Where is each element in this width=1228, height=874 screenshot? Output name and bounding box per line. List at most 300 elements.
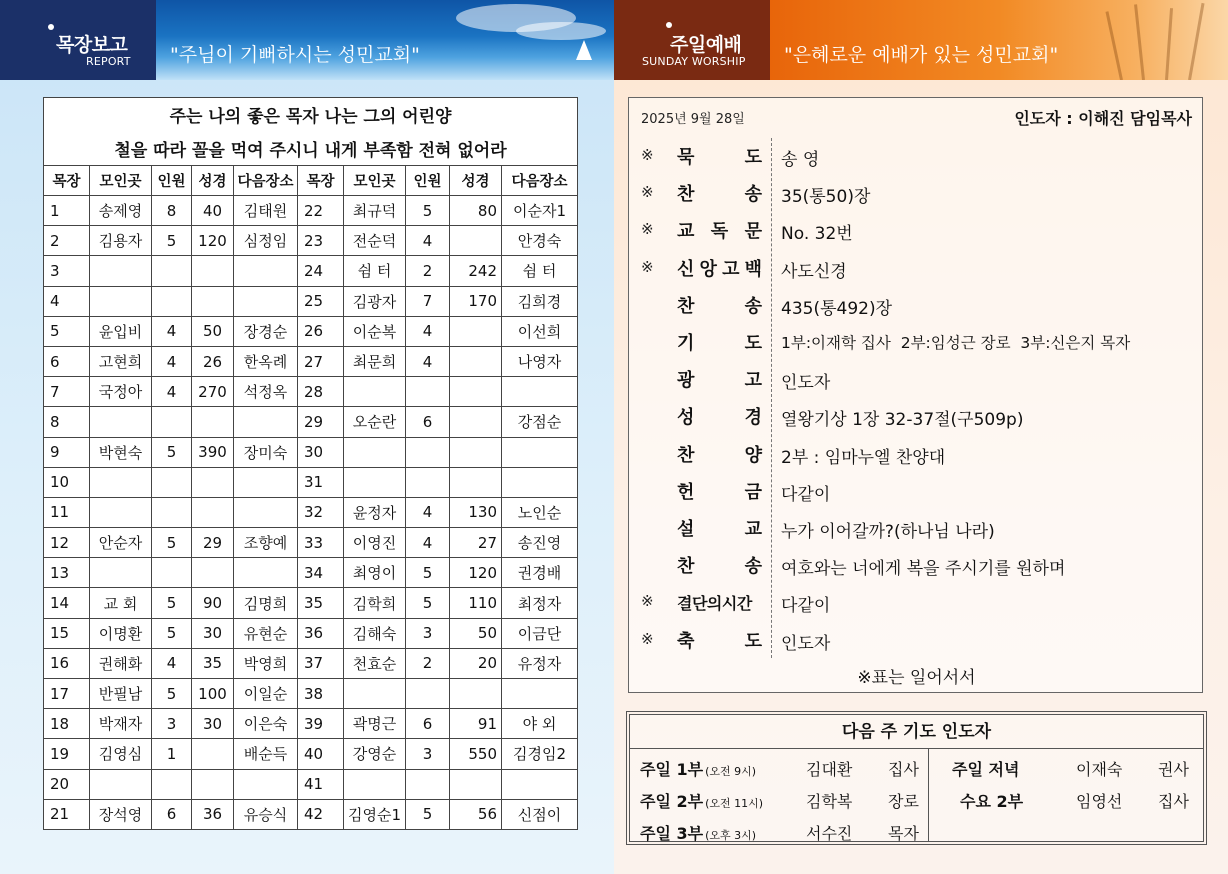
table-cell: 29: [192, 528, 234, 558]
wheat-icon: [1134, 4, 1145, 80]
table-cell: 이금단: [502, 618, 578, 648]
table-cell: [344, 769, 406, 799]
wheat-icon: [1105, 11, 1122, 80]
table-cell: 19: [44, 739, 90, 769]
prayer-leader-role: 집사: [888, 760, 919, 779]
col-header: 모인곳: [90, 166, 152, 196]
table-cell: [406, 679, 450, 709]
table-cell: 전순덕: [344, 226, 406, 256]
order-item-label: [677, 217, 762, 243]
table-cell: [344, 437, 406, 467]
table-cell: [406, 769, 450, 799]
col-header: 인원: [152, 166, 192, 196]
table-cell: 배순득: [234, 739, 298, 769]
table-cell: 4: [152, 648, 192, 678]
order-item: [629, 436, 1204, 473]
prayer-divider: [928, 749, 929, 841]
order-label-char: 광: [677, 370, 695, 392]
table-cell: 야 외: [502, 709, 578, 739]
table-cell: [406, 377, 450, 407]
table-cell: 송진영: [502, 528, 578, 558]
order-item-value: 다같이: [781, 484, 831, 505]
order-label-char: 기: [677, 333, 695, 354]
table-cell: 4: [406, 316, 450, 346]
order-label-char: 찬: [677, 295, 695, 317]
col-header: 목장: [298, 166, 344, 196]
order-label-char: 도: [744, 147, 762, 168]
table-cell: 100: [192, 679, 234, 709]
table-cell: [90, 558, 152, 588]
table-cell: [192, 558, 234, 588]
service-name: 주일 저녁: [952, 760, 1020, 779]
standing-mark: ※: [641, 220, 654, 239]
table-cell: 6: [152, 799, 192, 829]
table-cell: 김명희: [234, 588, 298, 618]
worship-leader: 인도자 : 이해진 담임목사: [1014, 109, 1192, 128]
table-cell: 18: [44, 709, 90, 739]
prayer-name-cell: [1076, 757, 1122, 780]
table-cell: [450, 346, 502, 376]
table-cell: 38: [298, 679, 344, 709]
table-cell: 강영순: [344, 739, 406, 769]
col-header: 다음장소: [234, 166, 298, 196]
prayer-name-cell: [806, 789, 852, 812]
order-item: [629, 473, 1204, 510]
worship-date: 2025년 9월 28일: [641, 112, 745, 127]
table-cell: 11: [44, 497, 90, 527]
table-cell: 5: [152, 437, 192, 467]
table-cell: 박영희: [234, 648, 298, 678]
order-item: [629, 175, 1204, 212]
table-cell: 24: [298, 256, 344, 286]
table-row: [44, 437, 578, 467]
table-row: [44, 497, 578, 527]
table-cell: [450, 679, 502, 709]
table-cell: 쉼 터: [344, 256, 406, 286]
table-cell: 4: [44, 286, 90, 316]
table-cell: 50: [192, 316, 234, 346]
table-cell: 김영순1: [344, 799, 406, 829]
table-cell: [502, 437, 578, 467]
table-cell: 이순복: [344, 316, 406, 346]
table-cell: 김학희: [344, 588, 406, 618]
table-cell: 9: [44, 437, 90, 467]
table-cell: [450, 769, 502, 799]
table-cell: 550: [450, 739, 502, 769]
order-item-value: 인도자: [781, 373, 831, 394]
order-label-char: 신: [677, 258, 695, 280]
table-cell: 40: [298, 739, 344, 769]
wheat-icon: [1188, 3, 1204, 80]
report-badge-title: 목장보고: [56, 34, 128, 56]
table-cell: [192, 739, 234, 769]
table-cell: 26: [192, 346, 234, 376]
prayer-service: [640, 821, 756, 844]
table-cell: 6: [406, 709, 450, 739]
table-row: [44, 407, 578, 437]
table-cell: 김해숙: [344, 618, 406, 648]
table-cell: 36: [298, 618, 344, 648]
table-cell: [90, 497, 152, 527]
table-cell: 50: [450, 618, 502, 648]
table-cell: 6: [44, 346, 90, 376]
service-name: 주일 1부: [640, 760, 704, 779]
table-cell: [152, 497, 192, 527]
table-cell: 7: [44, 377, 90, 407]
order-item-value: 사도신경: [781, 261, 847, 282]
table-row: [44, 799, 578, 829]
table-cell: 1: [44, 196, 90, 226]
table-cell: [234, 769, 298, 799]
order-label-char: 독: [710, 221, 729, 243]
table-cell: 8: [152, 196, 192, 226]
table-cell: [502, 467, 578, 497]
table-cell: 5: [406, 558, 450, 588]
prayer-service: [952, 757, 1019, 780]
table-cell: 안경숙: [502, 226, 578, 256]
table-cell: 이은숙: [234, 709, 298, 739]
order-item-value: 열왕기상 1장 32-37절(구509p): [781, 410, 1024, 431]
report-badge-subtitle: REPORT: [86, 55, 131, 68]
table-cell: [450, 407, 502, 437]
table-cell: 오순란: [344, 407, 406, 437]
table-row: [44, 256, 578, 286]
table-cell: 장경순: [234, 316, 298, 346]
table-cell: [192, 256, 234, 286]
table-cell: 2: [406, 648, 450, 678]
table-cell: 10: [44, 467, 90, 497]
prayer-leader-name: 김학복: [806, 792, 853, 811]
order-item: [629, 510, 1204, 547]
table-cell: 석정옥: [234, 377, 298, 407]
order-item-value: 여호와는 너에게 복을 주시기를 원하며: [781, 559, 1066, 580]
table-row: [44, 377, 578, 407]
table-cell: 120: [192, 226, 234, 256]
table-cell: 4: [406, 346, 450, 376]
right-slogan: "은혜로운 예배가 있는 성민교회": [784, 44, 1059, 66]
order-item-value: 435(통492)장: [781, 298, 893, 319]
sailboat-icon: [576, 40, 592, 60]
prayer-service: [640, 757, 756, 780]
table-cell: 27: [450, 528, 502, 558]
order-item-value: 송 영: [781, 150, 820, 170]
table-cell: 30: [298, 437, 344, 467]
table-cell: 최규덕: [344, 196, 406, 226]
table-cell: 윤입비: [90, 316, 152, 346]
table-cell: 3: [406, 739, 450, 769]
table-cell: 이순자1: [502, 196, 578, 226]
prayer-leader-role: 장로: [888, 792, 919, 811]
table-row: [44, 618, 578, 648]
table-cell: 15: [44, 618, 90, 648]
worship-badge: [614, 0, 770, 80]
table-cell: 5: [152, 588, 192, 618]
table-row: [44, 316, 578, 346]
table-cell: 30: [192, 709, 234, 739]
table-cell: 5: [152, 528, 192, 558]
table-cell: 이일순: [234, 679, 298, 709]
standing-mark: ※: [641, 592, 654, 611]
order-label-char: 도: [744, 630, 762, 652]
order-item: [629, 622, 1204, 659]
table-cell: 유승식: [234, 799, 298, 829]
standing-mark: ※: [641, 183, 654, 202]
order-label-char: 백: [744, 258, 762, 280]
order-label-char: 성: [677, 407, 695, 429]
table-cell: [90, 467, 152, 497]
table-cell: 고현희: [90, 346, 152, 376]
order-label-char: 고: [722, 258, 740, 280]
order-item: [629, 398, 1204, 435]
order-item-label: [677, 292, 762, 318]
verse-line-2: 철을 따라 꼴을 먹여 주시니 내게 부족함 전혀 없어라: [44, 132, 578, 166]
col-header: 모인곳: [344, 166, 406, 196]
table-cell: 33: [298, 528, 344, 558]
order-item-label: [677, 366, 762, 392]
left-header-band: [156, 0, 614, 80]
left-slogan: "주님이 기뻐하시는 성민교회": [170, 44, 420, 66]
table-cell: 16: [44, 648, 90, 678]
table-cell: 4: [152, 346, 192, 376]
table-cell: 90: [192, 588, 234, 618]
table-header-row: [44, 166, 578, 196]
table-row: [44, 226, 578, 256]
table-cell: 2: [406, 256, 450, 286]
order-label-char: 교: [677, 221, 695, 243]
prayer-name-cell: [1076, 789, 1122, 812]
order-label-char: 묵: [677, 147, 695, 168]
table-cell: [234, 497, 298, 527]
table-cell: [502, 679, 578, 709]
table-cell: 14: [44, 588, 90, 618]
order-label-char: 경: [744, 407, 762, 429]
table-cell: [234, 558, 298, 588]
table-cell: 36: [192, 799, 234, 829]
service-name: 주일 3부: [640, 824, 704, 843]
table-cell: 3: [44, 256, 90, 286]
prayer-role-cell: [1158, 757, 1189, 780]
order-item: [629, 584, 1204, 621]
worship-badge-subtitle: SUNDAY WORSHIP: [642, 55, 746, 68]
table-cell: 박현숙: [90, 437, 152, 467]
table-cell: 4: [152, 377, 192, 407]
standing-note: ※표는 일어서서: [857, 668, 976, 688]
table-cell: 김경임2: [502, 739, 578, 769]
table-row: [44, 709, 578, 739]
table-cell: 박재자: [90, 709, 152, 739]
table-cell: 5: [406, 196, 450, 226]
table-cell: 34: [298, 558, 344, 588]
order-label-char: 송: [744, 184, 762, 206]
table-cell: 이명환: [90, 618, 152, 648]
table-cell: 5: [44, 316, 90, 346]
order-label-char: 찬: [677, 184, 695, 206]
order-item-label: [677, 515, 762, 541]
order-label-char: 고: [744, 370, 762, 392]
order-item-value: 인도자: [781, 633, 831, 654]
table-cell: [152, 558, 192, 588]
table-cell: 나영자: [502, 346, 578, 376]
table-cell: 21: [44, 799, 90, 829]
prayer-role-cell: [888, 821, 919, 844]
cell-group-report-table: [43, 97, 578, 830]
table-cell: 5: [152, 679, 192, 709]
order-label-char: 송: [744, 556, 762, 578]
order-item: [629, 212, 1204, 249]
order-label-char: 찬: [677, 556, 695, 578]
table-cell: [192, 286, 234, 316]
table-cell: 김용자: [90, 226, 152, 256]
table-cell: [344, 467, 406, 497]
table-cell: 이영진: [344, 528, 406, 558]
table-cell: 신점이: [502, 799, 578, 829]
table-cell: [406, 467, 450, 497]
order-label-char: 앙: [699, 258, 717, 280]
worship-badge-title: 주일예배: [670, 34, 742, 56]
table-cell: 29: [298, 407, 344, 437]
order-item-value: 35(통50)장: [781, 187, 871, 208]
table-cell: [502, 377, 578, 407]
order-item-label: [677, 627, 762, 653]
cloud-icon: [516, 22, 606, 40]
verse-line-1: 주는 나의 좋은 목자 나는 그의 어린양: [44, 98, 578, 132]
prayer-service: [960, 789, 1023, 812]
table-cell: [152, 286, 192, 316]
standing-mark: ※: [641, 629, 654, 648]
table-cell: 5: [406, 588, 450, 618]
table-cell: 130: [450, 497, 502, 527]
report-badge: [0, 0, 156, 80]
table-row: [44, 467, 578, 497]
table-cell: 80: [450, 196, 502, 226]
table-cell: 최영이: [344, 558, 406, 588]
table-cell: 31: [298, 467, 344, 497]
table-cell: 쉼 터: [502, 256, 578, 286]
prayer-role-cell: [1158, 789, 1189, 812]
table-cell: 유정자: [502, 648, 578, 678]
table-cell: 안순자: [90, 528, 152, 558]
table-cell: 40: [192, 196, 234, 226]
table-row: [44, 769, 578, 799]
order-item-label: [677, 552, 762, 578]
badge-dot-icon: [48, 24, 54, 30]
order-item: [629, 250, 1204, 287]
col-header: 인원: [406, 166, 450, 196]
table-cell: 노인순: [502, 497, 578, 527]
service-time: (오전 9시): [705, 765, 757, 778]
table-cell: [192, 407, 234, 437]
table-cell: 천효순: [344, 648, 406, 678]
order-item-value: 1부:이재학 집사 2부:임성근 장로 3부:신은지 목자: [781, 334, 1131, 352]
table-cell: 26: [298, 316, 344, 346]
table-cell: [90, 256, 152, 286]
right-header-band: [770, 0, 1228, 80]
table-cell: 13: [44, 558, 90, 588]
col-header: 목장: [44, 166, 90, 196]
prayer-leader-name: 서수진: [806, 824, 853, 843]
table-cell: [152, 407, 192, 437]
table-cell: 송제영: [90, 196, 152, 226]
table-cell: 35: [192, 648, 234, 678]
table-cell: 조향예: [234, 528, 298, 558]
service-time: (오후 3시): [705, 829, 757, 842]
order-label-char: 교: [744, 519, 762, 540]
table-cell: 32: [298, 497, 344, 527]
order-item: [629, 287, 1204, 324]
table-row: [44, 196, 578, 226]
prayer-box-title: 다음 주 기도 인도자: [630, 715, 1203, 749]
table-cell: 김희경: [502, 286, 578, 316]
col-header: 다음장소: [502, 166, 578, 196]
order-label-char: 축: [677, 630, 695, 652]
table-cell: 42: [298, 799, 344, 829]
table-cell: 120: [450, 558, 502, 588]
table-cell: 390: [192, 437, 234, 467]
prayer-leader-role: 목자: [888, 824, 919, 843]
order-item: [629, 324, 1204, 361]
table-cell: 3: [152, 709, 192, 739]
table-cell: 170: [450, 286, 502, 316]
order-label-char: 금: [744, 481, 762, 503]
order-item-label: [677, 478, 762, 504]
order-label-char: 헌: [677, 481, 695, 503]
table-cell: [152, 256, 192, 286]
table-row: [44, 346, 578, 376]
table-cell: [152, 769, 192, 799]
order-item-label: [677, 255, 762, 281]
order-label-char: 송: [744, 295, 762, 317]
table-cell: [450, 316, 502, 346]
order-item: [629, 547, 1204, 584]
table-cell: 2: [44, 226, 90, 256]
order-item-value: 다같이: [781, 596, 831, 617]
table-cell: [344, 377, 406, 407]
table-cell: [192, 769, 234, 799]
standing-mark: ※: [641, 146, 654, 164]
next-week-prayer-leaders: [626, 711, 1207, 845]
order-label-char: 도: [744, 333, 762, 354]
table-cell: 37: [298, 648, 344, 678]
table-cell: 이선희: [502, 316, 578, 346]
order-item-value: 누가 이어갈까?(하나님 나라): [781, 522, 995, 542]
table-cell: 윤정자: [344, 497, 406, 527]
table-cell: 30: [192, 618, 234, 648]
table-cell: [192, 497, 234, 527]
prayer-name-cell: [806, 821, 852, 844]
table-cell: 4: [406, 226, 450, 256]
table-cell: 김광자: [344, 286, 406, 316]
table-row: [44, 528, 578, 558]
table-cell: [450, 226, 502, 256]
prayer-leader-name: 임영선: [1076, 792, 1123, 811]
table-cell: 곽명근: [344, 709, 406, 739]
table-cell: [450, 467, 502, 497]
table-cell: 김영심: [90, 739, 152, 769]
table-cell: 유현순: [234, 618, 298, 648]
order-item-value: No. 32번: [781, 224, 853, 245]
table-cell: 242: [450, 256, 502, 286]
table-cell: [450, 437, 502, 467]
order-label-char: 찬: [677, 444, 695, 466]
table-cell: 270: [192, 377, 234, 407]
table-cell: 장석영: [90, 799, 152, 829]
col-header: 성경: [450, 166, 502, 196]
table-cell: [234, 407, 298, 437]
table-cell: [90, 407, 152, 437]
order-of-worship: [628, 97, 1203, 693]
prayer-leader-name: 김대환: [806, 760, 853, 779]
prayer-leader-role: 권사: [1158, 760, 1189, 779]
